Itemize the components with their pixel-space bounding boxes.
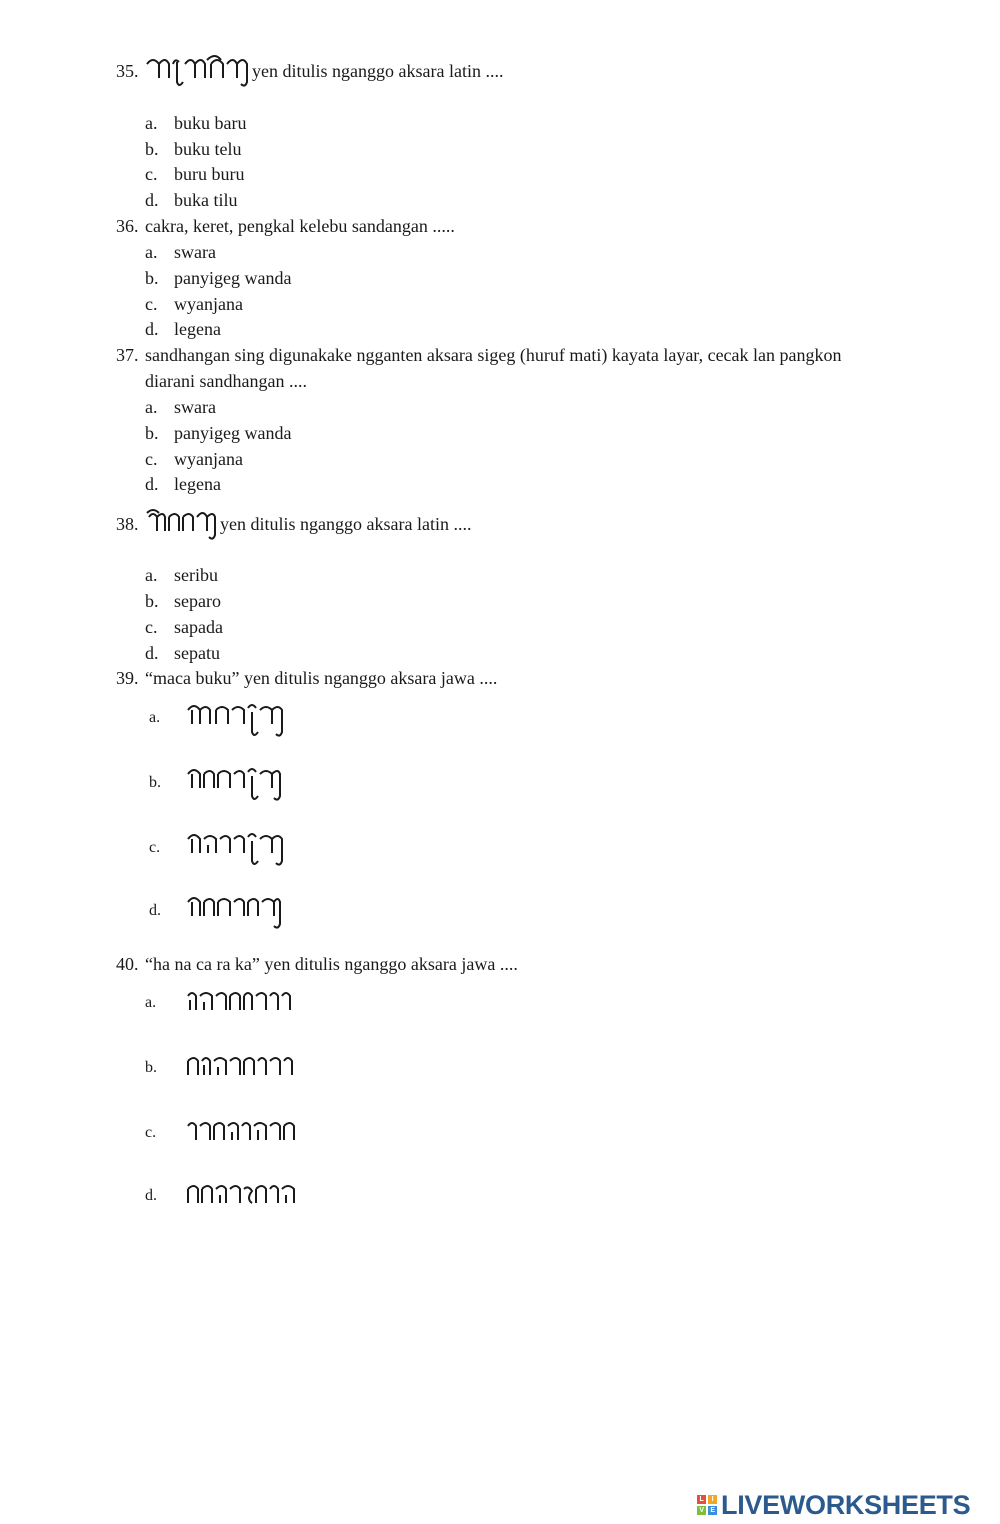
question-38-stem: yen ditulis nganggo aksara latin .... xyxy=(220,514,472,534)
q35-option-c-letter[interactable]: c. xyxy=(145,164,158,184)
question-35-stem: yen ditulis nganggo aksara latin .... xyxy=(252,61,504,81)
liveworksheets-logo-mark-icon xyxy=(697,1495,717,1515)
q36-option-b-letter[interactable]: b. xyxy=(145,268,159,288)
q35-option-d[interactable]: buka tilu xyxy=(174,190,238,210)
q39-option-a-javanese[interactable] xyxy=(186,700,286,745)
q38-option-c-letter[interactable]: c. xyxy=(145,617,158,637)
q36-option-d[interactable]: legena xyxy=(174,319,221,339)
q37-option-a[interactable]: swara xyxy=(174,397,216,417)
logo-mark-e: E xyxy=(708,1506,717,1515)
question-37-number: 37. xyxy=(116,345,139,365)
q36-option-a-letter[interactable]: a. xyxy=(145,242,158,262)
q40-option-a-letter[interactable]: a. xyxy=(145,994,157,1011)
question-35-number: 35. xyxy=(116,61,139,81)
javanese-script-image xyxy=(145,505,217,543)
question-40-stem: “ha na ca ra ka” yen ditulis nganggo aksara jawa .... xyxy=(145,954,518,974)
q35-option-a[interactable]: buku baru xyxy=(174,113,247,133)
q37-option-c[interactable]: wyanjana xyxy=(174,449,243,469)
logo-mark-v: V xyxy=(697,1506,706,1515)
q37-option-d[interactable]: legena xyxy=(174,474,221,494)
q35-option-a-letter[interactable]: a. xyxy=(145,113,158,133)
q38-option-a-letter[interactable]: a. xyxy=(145,565,158,585)
q37-option-a-letter[interactable]: a. xyxy=(145,397,158,417)
javanese-script-image xyxy=(145,52,249,90)
q40-option-d-javanese[interactable] xyxy=(186,1181,298,1214)
q38-option-d[interactable]: sepatu xyxy=(174,643,220,663)
q39-option-c-letter[interactable]: c. xyxy=(149,839,161,856)
q37-option-b-letter[interactable]: b. xyxy=(145,423,159,443)
q37-option-b[interactable]: panyigeg wanda xyxy=(174,423,292,443)
logo-mark-i: I xyxy=(708,1495,717,1504)
liveworksheets-logo-text: LIVEWORKSHEETS xyxy=(721,1489,971,1520)
q40-option-c-letter[interactable]: c. xyxy=(145,1124,157,1141)
q37-option-c-letter[interactable]: c. xyxy=(145,449,158,469)
q39-option-d-letter[interactable]: d. xyxy=(149,902,161,919)
q36-option-c[interactable]: wyanjana xyxy=(174,294,243,314)
q35-option-b-letter[interactable]: b. xyxy=(145,139,159,159)
question-38-number: 38. xyxy=(116,514,139,534)
q38-option-a[interactable]: seribu xyxy=(174,565,218,585)
q39-option-b-javanese[interactable] xyxy=(186,764,282,809)
q37-option-d-letter[interactable]: d. xyxy=(145,474,159,494)
question-37-stem-line2: diarani sandhangan .... xyxy=(145,371,307,391)
q35-option-c[interactable]: buru buru xyxy=(174,164,245,184)
q39-option-d-javanese[interactable] xyxy=(186,892,282,937)
q38-option-b[interactable]: separo xyxy=(174,591,221,611)
question-39-stem: “maca buku” yen ditulis nganggo aksara jawa .... xyxy=(145,668,498,688)
q40-option-d-letter[interactable]: d. xyxy=(145,1187,157,1204)
q40-option-b-letter[interactable]: b. xyxy=(145,1059,157,1076)
question-36-number: 36. xyxy=(116,216,139,236)
q40-option-b-javanese[interactable] xyxy=(186,1053,296,1086)
logo-mark-l: L xyxy=(697,1495,706,1504)
question-39-number: 39. xyxy=(116,668,139,688)
q40-option-c-javanese[interactable] xyxy=(186,1118,296,1151)
liveworksheets-logo[interactable] xyxy=(697,1489,970,1521)
q38-option-d-letter[interactable]: d. xyxy=(145,643,159,663)
question-40-number: 40. xyxy=(116,954,139,974)
question-38-javanese-word xyxy=(145,505,217,543)
q39-option-a-letter[interactable]: a. xyxy=(149,709,161,726)
q38-option-c[interactable]: sapada xyxy=(174,617,223,637)
q36-option-d-letter[interactable]: d. xyxy=(145,319,159,339)
question-36-stem: cakra, keret, pengkal kelebu sandangan ..... xyxy=(145,216,455,236)
q39-option-b-letter[interactable]: b. xyxy=(149,774,161,791)
q35-option-b[interactable]: buku telu xyxy=(174,139,242,159)
q38-option-b-letter[interactable]: b. xyxy=(145,591,159,611)
q39-option-c-javanese[interactable] xyxy=(186,829,286,874)
q40-option-a-javanese[interactable] xyxy=(186,988,296,1021)
q35-option-d-letter[interactable]: d. xyxy=(145,190,159,210)
q36-option-c-letter[interactable]: c. xyxy=(145,294,158,314)
question-35-javanese-word xyxy=(145,52,249,90)
q36-option-a[interactable]: swara xyxy=(174,242,216,262)
q36-option-b[interactable]: panyigeg wanda xyxy=(174,268,292,288)
question-37-stem-line1: sandhangan sing digunakake ngganten aksara sigeg (huruf mati) kayata layar, cecak lan pangkon xyxy=(145,345,842,365)
